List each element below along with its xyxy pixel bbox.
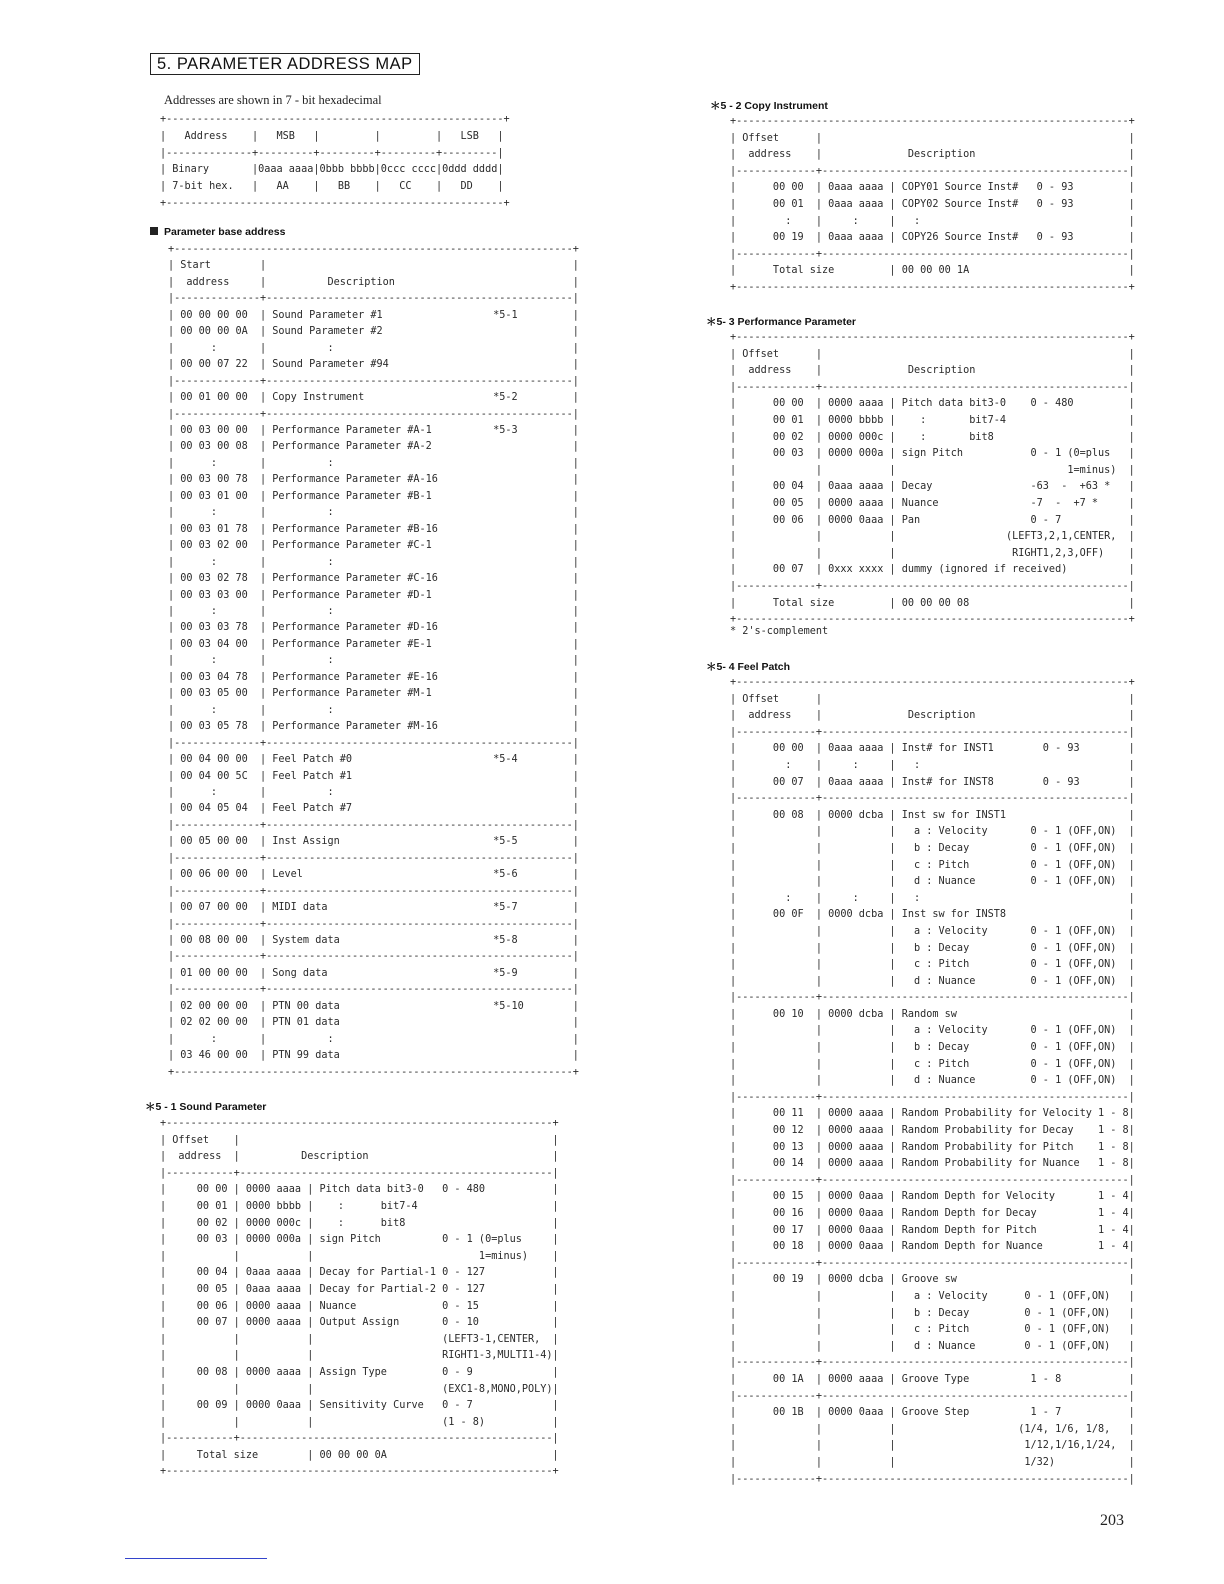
square-bullet-icon [150,227,158,235]
performance-parameter-heading: ＊5- 3 Performance Parameter [706,316,856,328]
page-title: 5. PARAMETER ADDRESS MAP [150,53,420,75]
twos-complement-note: * 2's-complement [730,626,829,637]
sound-parameter-table: +---------------------------------------------------------------+ | Offset | | | address | Description | |-----------+---------------------------------------------------| | 00 00 | 0000 aaaa | Pitch data bit3-0 0 - 480 | | 00 01 | 0000 bbbb | : bit7-4 | | 00 02 | 0000 000c | : bit8 | | 00 03 | 0000 000a | sign Pitch 0 - 1 (0=plus | | | | 1=minus) | | 00 04 | 0aaa aaaa | Decay for Partial-1 0 - 127 | | 00 05 | 0aaa aaaa | Decay for Partial-2 0 - 127 | | 00 06 | 0000 aaaa | Nuance 0 - 15 | | 00 07 | 0000 aaaa | Output Assign 0 - 10 | | | | (LEFT3-1,CENTER, | | | | RIGHT1-3,MULTI1-4)| | 00 08 | 0000 aaaa | Assign Type 0 - 9 | | | | (EXC1-8,MONO,POLY)| | 00 09 | 0000 0aaa | Sensitivity Curve 0 - 7 | | | | (1 - 8) | |-----------+---------------------------------------------------| | Total size | 00 00 00 0A | +---------------------------------------------------------------+ [160,1118,559,1478]
feel-patch-heading: ＊5- 4 Feel Patch [706,661,791,673]
footer-rule [125,1558,267,1559]
sound-parameter-heading: ＊5 - 1 Sound Parameter [145,1101,267,1113]
copy-instrument-table: +----------------------------------------------------------------+ | Offset | | | address | Description | |-------------+--------------------------------------------------| | 00 00 | 0aaa aaaa | COPY01 Source Inst# 0 - 93 | | 00 01 | 0aaa aaaa | COPY02 Source Inst# 0 - 93 | | : | : | : | | 00 19 | 0aaa aaaa | COPY26 Source Inst# 0 - 93 | |-------------+--------------------------------------------------| | Total size | 00 00 00 1A | +----------------------------------------------------------------+ [730,116,1135,293]
performance-parameter-table: +----------------------------------------------------------------+ | Offset | | | address | Description | |-------------+--------------------------------------------------| | 00 00 | 0000 aaaa | Pitch data bit3-0 0 - 480 | | 00 01 | 0000 bbbb | : bit7-4 | | 00 02 | 0000 000c | : bit8 | | 00 03 | 0000 000a | sign Pitch 0 - 1 (0=plus | | | | 1=minus) | | 00 04 | 0aaa aaaa | Decay -63 - +63 * | | 00 05 | 0000 aaaa | Nuance -7 - +7 * | | 00 06 | 0000 0aaa | Pan 0 - 7 | | | | (LEFT3,2,1,CENTER, | | | | RIGHT1,2,3,OFF) | | 00 07 | 0xxx xxxx | dummy (ignored if received) | |-------------+--------------------------------------------------| | Total size | 00 00 00 08 | +----------------------------------------------------------------+ [730,332,1135,626]
copy-instrument-heading: ＊5 - 2 Copy Instrument [710,100,828,112]
base-address-table: +-----------------------------------------------------------------+ | Start | | | address | Description | |--------------+--------------------------------------------------| | 00 00 00 00 | Sound Parameter #1 *5-1 | | 00 00 00 0A | Sound Parameter #2 | | : | : | | 00 00 07 22 | Sound Parameter #94 | |--------------+--------------------------------------------------| | 00 01 00 00 | Copy Instrument *5-2 | |--------------+--------------------------------------------------| | 00 03 00 00 | Performance Parameter #A-1 *5-3 | | 00 03 00 08 | Performance Parameter #A-2 | | : | : | | 00 03 00 78 | Performance Parameter #A-16 | | 00 03 01 00 | Performance Parameter #B-1 | | : | : | | 00 03 01 78 | Performance Parameter #B-16 | | 00 03 02 00 | Performance Parameter #C-1 | | : | : | | 00 03 02 78 | Performance Parameter #C-16 | | 00 03 03 00 | Performance Parameter #D-1 | | : | : | | 00 03 03 78 | Performance Parameter #D-16 | | 00 03 04 00 | Performance Parameter #E-1 | | : | : | | 00 03 04 78 | Performance Parameter #E-16 | | 00 03 05 00 | Performance Parameter #M-1 | | : | : | | 00 03 05 78 | Performance Parameter #M-16 | |--------------+--------------------------------------------------| | 00 04 00 00 | Feel Patch #0 *5-4 | | 00 04 00 5C | Feel Patch #1 | | : | : | | 00 04 05 04 | Feel Patch #7 | |--------------+--------------------------------------------------| | 00 05 00 00 | Inst Assign *5-5 | |--------------+--------------------------------------------------| | 00 06 00 00 | Level *5-6 | |--------------+--------------------------------------------------| | 00 07 00 00 | MIDI data *5-7 | |--------------+--------------------------------------------------| | 00 08 00 00 | System data *5-8 | |--------------+--------------------------------------------------| | 01 00 00 00 | Song data *5-9 | |--------------+--------------------------------------------------| | 02 00 00 00 | PTN 00 data *5-10 | | 02 02 00 00 | PTN 01 data | | : | : | | 03 46 00 00 | PTN 99 data | +-----------------------------------------------------------------+ [168,244,579,1078]
page-number: 203 [1100,1512,1124,1529]
intro-text: Addresses are shown in 7 - bit hexadecimal [164,93,382,107]
base-address-heading: Parameter base address [150,226,285,238]
feel-patch-table: +----------------------------------------------------------------+ | Offset | | | address | Description | |-------------+--------------------------------------------------| | 00 00 | 0aaa aaaa | Inst# for INST1 0 - 93 | | : | : | : | | 00 07 | 0aaa aaaa | Inst# for INST8 0 - 93 | |-------------+--------------------------------------------------| | 00 08 | 0000 dcba | Inst sw for INST1 | | | | a : Velocity 0 - 1 (OFF,ON) | | | | b : Decay 0 - 1 (OFF,ON) | | | | c : Pitch 0 - 1 (OFF,ON) | | | | d : Nuance 0 - 1 (OFF,ON) | | : | : | : | | 00 0F | 0000 dcba | Inst sw for INST8 | | | | a : Velocity 0 - 1 (OFF,ON) | | | | b : Decay 0 - 1 (OFF,ON) | | | | c : Pitch 0 - 1 (OFF,ON) | | | | d : Nuance 0 - 1 (OFF,ON) | |-------------+--------------------------------------------------| | 00 10 | 0000 dcba | Random sw | | | | a : Velocity 0 - 1 (OFF,ON) | | | | b : Decay 0 - 1 (OFF,ON) | | | | c : Pitch 0 - 1 (OFF,ON) | | | | d : Nuance 0 - 1 (OFF,ON) | |-------------+--------------------------------------------------| | 00 11 | 0000 aaaa | Random Probability for Velocity 1 - 8| | 00 12 | 0000 aaaa | Random Probability for Decay 1 - 8| | 00 13 | 0000 aaaa | Random Probability for Pitch 1 - 8| | 00 14 | 0000 aaaa | Random Probability for Nuance 1 - 8| |-------------+--------------------------------------------------| | 00 15 | 0000 0aaa | Random Depth for Velocity 1 - 4| | 00 16 | 0000 0aaa | Random Depth for Decay 1 - 4| | 00 17 | 0000 0aaa | Random Depth for Pitch 1 - 4| | 00 18 | 0000 0aaa | Random Depth for Nuance 1 - 4| |-------------+--------------------------------------------------| | 00 19 | 0000 dcba | Groove sw | | | | a : Velocity 0 - 1 (OFF,ON) | | | | b : Decay 0 - 1 (OFF,ON) | | | | c : Pitch 0 - 1 (OFF,ON) | | | | d : Nuance 0 - 1 (OFF,ON) | |-------------+--------------------------------------------------| | 00 1A | 0000 aaaa | Groove Type 1 - 8 | |-------------+--------------------------------------------------| | 00 1B | 0000 0aaa | Groove Step 1 - 7 | | | | (1/4, 1/6, 1/8, | | | | 1/12,1/16,1/24, | | | | 1/32) | |-------------+--------------------------------------------------| [730,677,1135,1485]
address-format-table: +-------------------------------------------------------+ | Address | MSB | | | LSB | |--------------+---------+---------+---------+---------| | Binary |0aaa aaaa|0bbb bbbb|0ccc cccc|0ddd dddd| | 7-bit hex. | AA | BB | CC | DD | +-------------------------------------------------------+ [160,114,510,209]
